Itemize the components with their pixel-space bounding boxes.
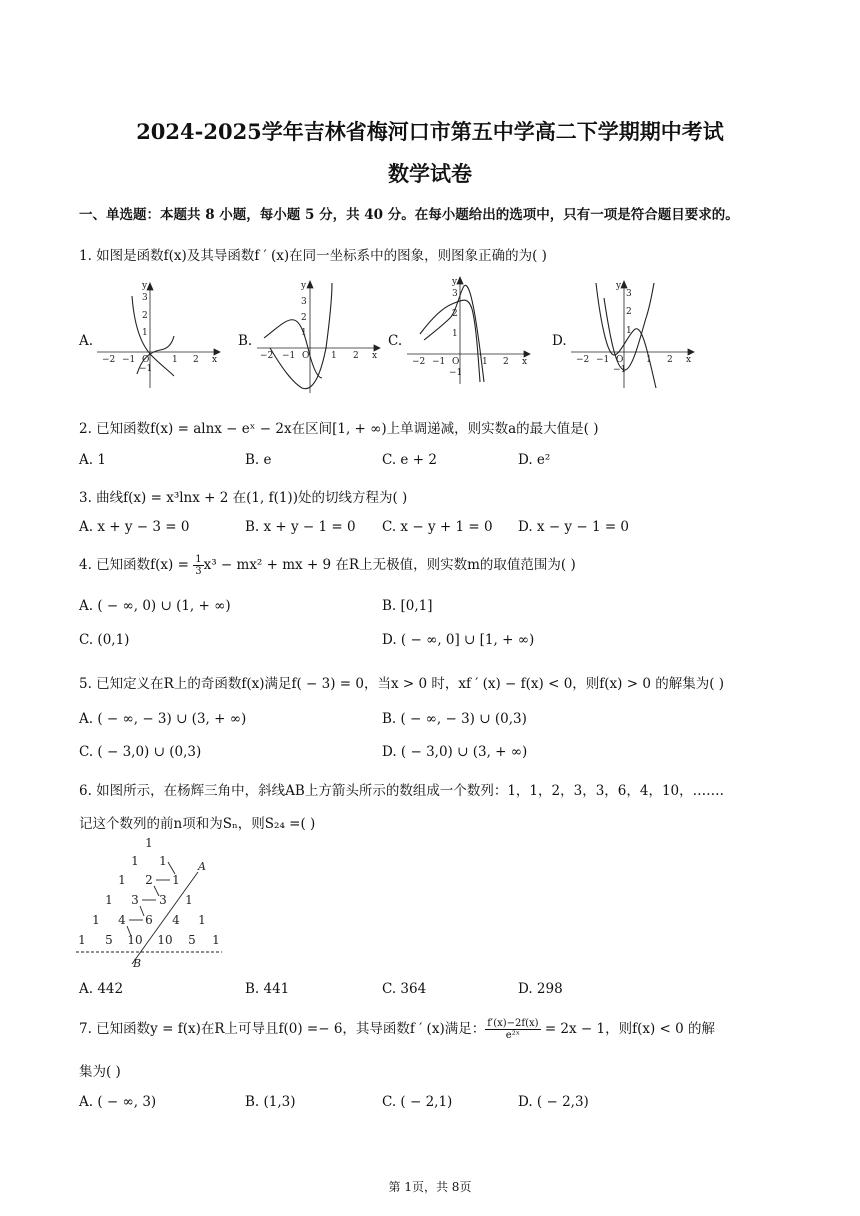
q1d-tick: 2 <box>667 355 673 365</box>
triangle-number: 3 <box>131 893 139 907</box>
question-6-stem-line-1: 6. 如图所示，在杨辉三角中，斜线AB上方箭头所示的数组成一个数列：1，1，2，3，3，6，4，10，……. <box>79 783 724 799</box>
q6-option-c: C. 364 <box>382 981 427 997</box>
q5-option-c: C. ( − 3,0) ∪ (0,3) <box>79 744 202 760</box>
arrow <box>154 886 159 896</box>
q7-fraction <box>485 1018 540 1041</box>
q1a-tick: −2 <box>102 355 116 365</box>
q2-option-a: A. 1 <box>79 452 106 468</box>
triangle-number: 1 <box>92 913 100 927</box>
triangle-number: 1 <box>131 854 139 868</box>
q1-graph-d <box>566 278 696 393</box>
q3-option-a: A. x + y − 3 = 0 <box>79 519 190 535</box>
q1-graph-a <box>92 278 222 393</box>
q1a-x-label: x <box>212 355 218 365</box>
q1b-tick: 1 <box>301 328 307 338</box>
q7-option-a: A. ( − ∞, 3) <box>79 1094 157 1110</box>
q4-option-b: B. [0,1] <box>382 598 433 614</box>
q4-option-c: C. (0,1) <box>79 632 130 648</box>
q6-option-d: D. 298 <box>518 981 563 997</box>
q6-option-b: B. 441 <box>245 981 290 997</box>
q1-option-c-label: C. <box>388 333 403 349</box>
q1b-tick: −1 <box>282 351 296 361</box>
q1a-tick: 1 <box>172 355 178 365</box>
question-2-stem: 2. 已知函数f(x) = alnx − eˣ − 2x在区间[1, + ∞)上单调递减，则实数a的最大值是( ) <box>79 421 599 437</box>
page-subtitle: 数学试卷 <box>388 161 472 186</box>
q1a-y-label: y <box>142 281 148 291</box>
triangle-number: 1 <box>172 873 180 887</box>
triangle-number: 1 <box>198 913 206 927</box>
q7-option-c: C. ( − 2,1) <box>382 1094 453 1110</box>
triangle-number: 2 <box>145 873 153 887</box>
q5-option-b: B. ( − ∞, − 3) ∪ (0,3) <box>382 711 527 727</box>
q1a-tick: −1 <box>139 364 153 374</box>
page-footer: 第 1页，共 8页 <box>388 1180 472 1194</box>
section-heading: 一、单选题：本题共 8 小题，每小题 5 分，共 40 分。在每小题给出的选项中，只有一项是符合题目要求的。 <box>79 207 739 223</box>
triangle-number: 1 <box>105 893 113 907</box>
triangle-number: 4 <box>172 913 180 927</box>
q4-frac-den: 3 <box>195 566 202 577</box>
q1c-x-label: x <box>522 357 528 367</box>
q1a-tick: 3 <box>142 293 148 303</box>
question-6-stem-line-2: 记这个数列的前n项和为Sₙ，则S₂₄ =( ) <box>79 816 316 832</box>
q4-frac-num: 1 <box>195 554 202 565</box>
q1d-origin: O <box>616 355 624 365</box>
triangle-number: 1 <box>78 933 86 947</box>
q1a-tick: −1 <box>122 355 136 365</box>
triangle-number: 1 <box>118 873 126 887</box>
q2-option-d: D. e² <box>518 452 551 468</box>
question-1-stem: 1. 如图是函数f(x)及其导函数f ′ (x)在同一坐标系中的图象，则图象正确的为( ) <box>79 248 547 264</box>
q1d-tick: 3 <box>626 289 632 299</box>
q1-graph-b <box>252 278 382 398</box>
q1a-origin: O <box>142 355 150 365</box>
triangle-number: 6 <box>145 913 153 927</box>
page-title: 2024-2025学年吉林省梅河口市第五中学高二下学期期中考试 <box>136 119 724 144</box>
q7-stem-part-b: = 2x − 1，则f(x) < 0 的解 <box>540 1021 716 1037</box>
q1-option-b-label: B. <box>238 333 253 349</box>
q5-option-d: D. ( − 3,0) ∪ (3, + ∞) <box>382 744 528 760</box>
q1b-y-label: y <box>301 281 307 291</box>
q4-stem-part-a: 4. 已知函数f(x) = <box>79 557 194 573</box>
arrow <box>140 906 144 916</box>
q1b-tick: 3 <box>301 297 307 307</box>
q3-option-c: C. x − y + 1 = 0 <box>382 519 493 535</box>
q1c-y-label: y <box>452 277 458 287</box>
q5-option-a: A. ( − ∞, − 3) ∪ (3, + ∞) <box>79 711 247 727</box>
triangle-number: 10 <box>157 933 173 947</box>
q1a-tick: 2 <box>193 355 199 365</box>
q1d-tick: 1 <box>626 326 632 336</box>
q3-option-b: B. x + y − 1 = 0 <box>245 519 356 535</box>
q1b-tick: −2 <box>260 351 274 361</box>
q1c-tick: 3 <box>452 289 458 299</box>
q1d-tick: 2 <box>626 307 632 317</box>
triangle-number: 1 <box>145 836 153 850</box>
q1b-tick: 1 <box>331 351 337 361</box>
question-7-stem <box>79 1017 715 1041</box>
point-a-label: A <box>198 860 206 873</box>
q1d-tick: 1 <box>646 355 652 365</box>
q7-stem-part-a: 7. 已知函数y = f(x)在R上可导且f(0) =− 6，其导函数f ′ (x)满足： <box>79 1021 486 1037</box>
q4-option-a: A. ( − ∞, 0) ∪ (1, + ∞) <box>79 598 231 614</box>
question-4-stem <box>79 553 576 577</box>
q1c-origin: O <box>452 357 460 367</box>
q1c-tick: 1 <box>452 329 458 339</box>
question-3-stem: 3. 曲线f(x) = x³lnx + 2 在(1, f(1))处的切线方程为( ) <box>79 490 408 506</box>
q6-option-a: A. 442 <box>79 981 124 997</box>
q1c-tick: 2 <box>503 357 509 367</box>
q7-frac-num: f′(x)−2f(x) <box>487 1018 539 1029</box>
q1d-x-label: x <box>686 355 692 365</box>
q1d-tick: −2 <box>576 355 590 365</box>
pascal-triangle-figure <box>74 834 234 970</box>
triangle-number: 10 <box>127 933 143 947</box>
q1b-tick: 2 <box>301 313 307 323</box>
triangle-number: 5 <box>105 933 113 947</box>
q1c-tick: −1 <box>449 368 463 378</box>
line-ab <box>132 872 198 964</box>
q1d-tick: −1 <box>596 355 610 365</box>
q3-option-d: D. x − y − 1 = 0 <box>518 519 630 535</box>
q4-option-d: D. ( − ∞, 0] ∪ [1, + ∞) <box>382 632 535 648</box>
q1c-tick: −1 <box>432 357 446 367</box>
q1b-x-label: x <box>372 351 378 361</box>
q2-option-c: C. e + 2 <box>382 452 437 468</box>
q1c-tick: −2 <box>412 357 426 367</box>
q1-graph-c <box>402 274 532 389</box>
q1b-tick: 2 <box>353 351 359 361</box>
q7-option-b: B. (1,3) <box>245 1094 296 1110</box>
q1b-origin: O <box>302 351 310 361</box>
q1c-tick: 1 <box>482 357 488 367</box>
q1d-tick: −1 <box>613 365 627 375</box>
triangle-number: 1 <box>185 893 193 907</box>
q2-option-b: B. e <box>245 452 272 468</box>
question-7-stem-line-2: 集为( ) <box>79 1064 121 1080</box>
q1a-tick: 2 <box>142 311 148 321</box>
triangle-number: 5 <box>188 933 196 947</box>
triangle-number: 4 <box>118 913 126 927</box>
q7-frac-den: e²ˣ <box>505 1030 520 1041</box>
q1-option-d-label: D. <box>552 333 567 349</box>
q4-fraction <box>193 554 203 577</box>
q4-stem-part-b: x³ − mx² + mx + 9 在R上无极值，则实数m的取值范围为( ) <box>203 557 576 573</box>
question-5-stem: 5. 已知定义在R上的奇函数f(x)满足f( − 3) = 0，当x > 0 时，xf ′ (x) − f(x) < 0，则f(x) > 0 的解集为( ) <box>79 676 725 692</box>
q1c-tick: 2 <box>452 309 458 319</box>
triangle-number: 1 <box>159 854 167 868</box>
q1a-tick: 1 <box>142 328 148 338</box>
point-b-label: B <box>133 957 142 970</box>
q1-option-a-label: A. <box>79 333 94 349</box>
q7-option-d: D. ( − 2,3) <box>518 1094 589 1110</box>
q1d-y-label: y <box>616 281 622 291</box>
triangle-number: 1 <box>212 933 220 947</box>
triangle-number: 3 <box>159 893 167 907</box>
